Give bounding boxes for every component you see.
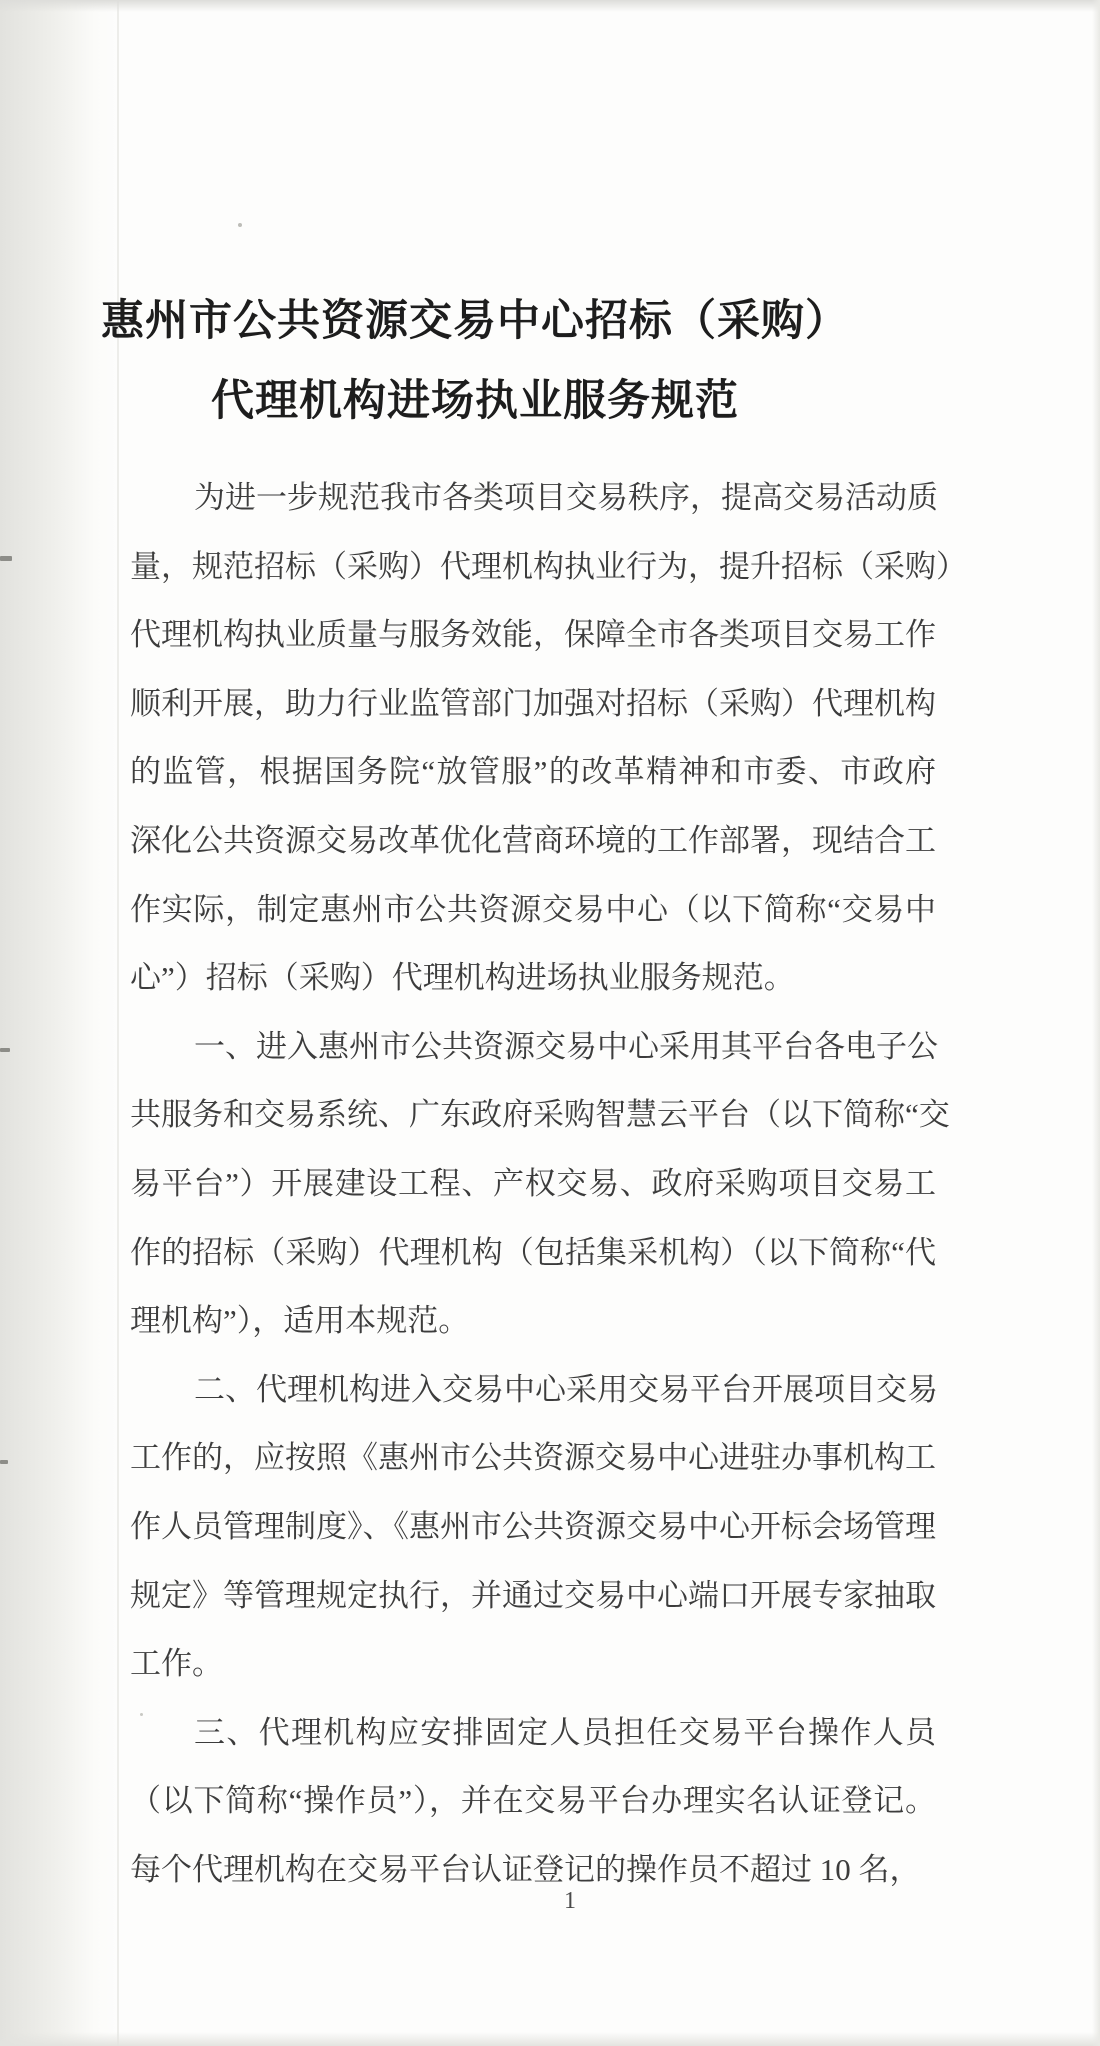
body-line: （以下简称“操作员”），并在交易平台办理实名认证登记。 [130,1783,936,1819]
body-line: 三、代理机构应安排固定人员担任交易平台操作人员 [194,1714,936,1750]
document-title-line-2: 代理机构进场执业服务规范 [211,378,739,425]
body-line: 规定》等管理规定执行，并通过交易中心端口开展专家抽取 [130,1577,936,1613]
scan-artifact [0,0,1100,12]
body-line: 代理机构执业质量与服务效能，保障全市各类项目交易工作 [130,617,936,653]
body-line: 深化公共资源交易改革优化营商环境的工作部署，现结合工 [130,822,936,858]
document-title [72,282,878,442]
body-line: 工作。 [130,1646,223,1682]
body-line: 的监管，根据国务院“放管服”的改革精神和市委、市政府 [130,754,936,790]
body-line: 为进一步规范我市各类项目交易秩序，提高交易活动质 [194,480,938,515]
scan-artifact [0,1460,8,1464]
body-line: 二、代理机构进入交易中心采用交易平台开展项目交易 [194,1371,938,1407]
body-line: 作人员管理制度》、《惠州市公共资源交易中心开标会场管理 [130,1508,936,1544]
body-line: 顺利开展，助力行业监管部门加强对招标（采购）代理机构 [130,685,936,721]
body-line: 心”）招标（采购）代理机构进场执业服务规范。 [130,960,795,996]
scan-artifact [238,223,242,227]
document-title-line-1: 惠州市公共资源交易中心招标（采购） [101,298,849,345]
page-number: 1 [564,1888,576,1914]
body-line: 易平台”）开展建设工程、产权交易、政府采购项目交易工 [130,1165,936,1201]
scan-artifact [0,556,12,561]
scan-artifact [0,1048,10,1052]
body-line: 工作的，应按照《惠州市公共资源交易中心进驻办事机构工 [130,1440,936,1476]
body-line: 共服务和交易系统、广东政府采购智慧云平台（以下简称“交 [130,1097,950,1133]
body-line: 作的招标（采购）代理机构（包括集采机构）（以下简称“代 [130,1234,936,1270]
scan-artifact [1092,0,1100,2046]
body-line: 每个代理机构在交易平台认证登记的操作员不超过 10 名， [130,1851,921,1887]
body-line: 量，规范招标（采购）代理机构执业行为，提升招标（采购） [130,548,967,584]
body-line: 一、进入惠州市公共资源交易中心采用其平台各电子公 [194,1028,938,1064]
scan-artifact [0,2032,1100,2046]
body-line: 作实际，制定惠州市公共资源交易中心（以下简称“交易中 [130,891,936,927]
document-body [130,464,967,1904]
body-line: 理机构”），适用本规范。 [130,1303,470,1339]
